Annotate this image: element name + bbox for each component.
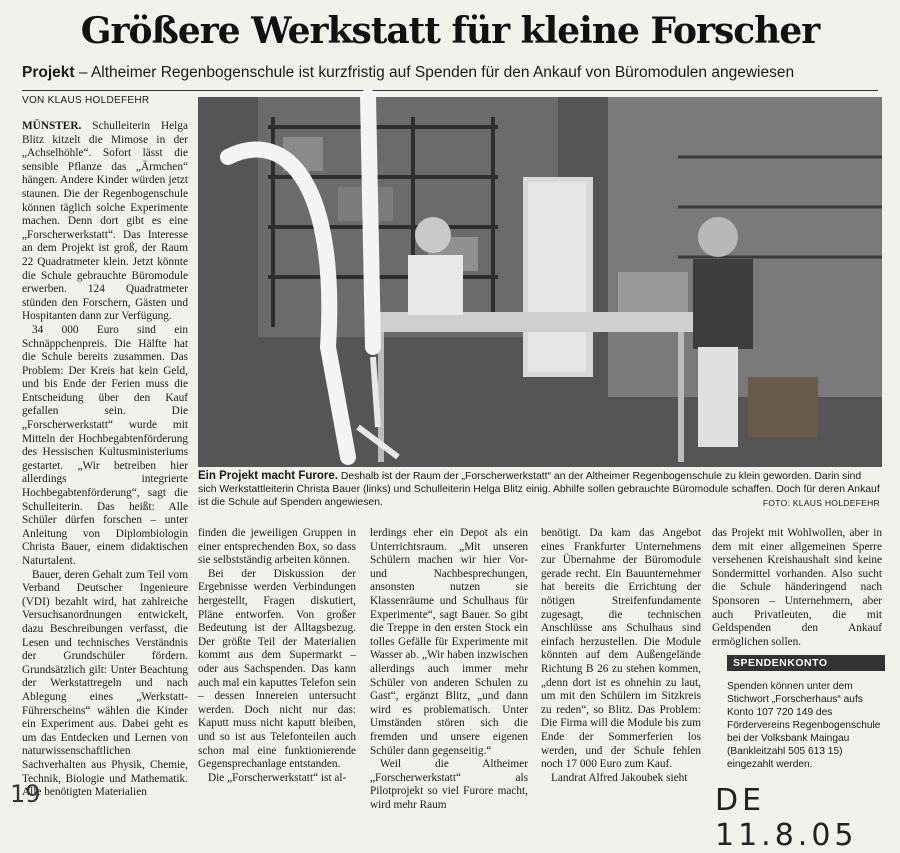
column-4-paragraph-2: Landrat Alfred Jakoubek sieht	[551, 771, 688, 784]
article-column-1	[22, 120, 188, 799]
subhead-kicker: Projekt	[22, 64, 75, 81]
column-2-paragraph-2: Bei der Diskussion der Ergebnisse werden Verbindungen hergestellt, Fragen diskutiert, Pläne entworfen. Von großer Bedeutung ist der Alltagsbezug. Der größte Teil der Materialien kommt aus dem Supermarkt – oder aus Sachspenden. Das kann auch mal ein kaputtes Telefon sein – dessen Innereien untersucht werden. Doch nicht nur das: Kaputt muss nicht kaputt bleiben, und so ist aus Telefonteilen auch schon mal eine funktionierende Gegensprechanlage entstanden.	[198, 567, 356, 771]
article-column-4	[541, 527, 701, 782]
column-1-text-1: Schulleiterin Helga Blitz kitzelt die Mimose in der „Achselhöhle“. Sofort lässt die sensible Pflanze das „Ärmchen“ hängen. Andere Kinder würden jetzt staunen. Die der Regenbogenschule können täglich solche Experimente machen. Denn dort gibt es eine „Forscherwerkstatt“. Das Interesse an dem Projekt ist groß, der Raum 22 Quadratmeter klein. Jetzt könnte die Schule gebrauchte Büromodule erwerben. 124 Quadratmeter stünden den Forschern, Gästen und Hospitanten dann zur Verfügung.	[22, 120, 188, 323]
caption-title: Ein Projekt macht Furore.	[198, 470, 338, 482]
dateline-place: MÜNSTER.	[22, 120, 82, 132]
headline: Größere Werkstatt für kleine Forscher	[80, 10, 820, 52]
column-1-paragraph-3: Bauer, deren Gehalt zum Teil vom Verband Deutscher Ingenieure (VDI) bezahlt wird, hat zahlreiche Versuchsanordnungen entwickelt, dazu Beschreibungen verfasst, die Lesen und technisches Verständnis der Grundschüler fördern. Grundsätzlich gilt: Unter Beachtung der Werkstattregeln und nach Ablegung eines „Werkstatt-Führerscheins“ wählen die Kinder ein Experiment aus. Dabei geht es um das Entdecken und Lernen von naturwissenschaftlichen Sachverhalten aus Physik, Chemie, Technik, Biologie und Mathematik. Alle benötigten Materialien	[22, 568, 188, 799]
subhead-text: Altheimer Regenbogenschule ist kurzfristig auf Spenden für den Ankauf von Büromodulen angewiesen	[90, 64, 795, 81]
header-rule	[22, 90, 878, 91]
subhead-dash: –	[74, 64, 91, 81]
column-2-paragraph-1: finden die jeweiligen Gruppen in einer entsprechenden Box, so dass sie selbstständig arbeiten können.	[198, 527, 356, 567]
photo-credit: FOTO: KLAUS HOLDEFEHR	[762, 498, 880, 508]
subheadline	[22, 64, 882, 82]
column-3-paragraph-1: lerdings eher ein Depot als ein Unterrichtsraum. „Mit unseren Schülern machen wir hier Vor- und Nachbesprechungen, ansonsten nutzen sie Klassenräume und Schulhaus für Experimente“, sagt Bauer. So gibt die Treppe in den ersten Stock ein tolles Gefälle für Experimente mit Wasser ab. „Wir haben inzwischen allerdings auch immer mehr Schüler von anderen Schulen zu Gast“, ergänzt Blitz, „und dann wird es problematisch. Unter Umständen stören sich die fremden und unsere eigenen Schüler dann gegenseitig.“	[370, 527, 528, 757]
caption-text: Deshalb ist der Raum der „Forscherwerkstatt“ an der Altheimer Regenbogenschule zu klein geworden. Darin sind sich Werkstattleiterin Christa Bauer (links) und Schulleiterin Helga Blitz einig. Abhilfe sollen gebrauchte Büromodule schaffen. Doch für deren Ankauf ist die Schule auf Spenden angewiesen.	[198, 471, 880, 508]
byline: VON KLAUS HOLDEFEHR	[22, 95, 150, 106]
column-1-paragraph-1	[22, 120, 188, 324]
column-2-paragraph-3: Die „Forscherwerkstatt“ ist al-	[208, 771, 347, 784]
photo-illustration	[198, 97, 882, 467]
article-column-2	[198, 527, 356, 782]
margin-handwritten-mark: 19	[10, 780, 41, 808]
handwritten-date: DE 11.8.05	[715, 783, 858, 853]
article-column-3	[370, 527, 528, 811]
column-4-paragraph-1: benötigt. Da kam das Angebot eines Frankfurter Unternehmens zur Übernahme der Büromodule gerade recht. Ein Bauunternehmer hat bereits die Errichtung der nötigen Streifenfundamente zugesagt, die technischen Anschlüsse ans Schulhaus sind einfach herzustellen. Die Module könnten auf dem Außengelände Richtung B 26 zu stehen kommen, „denn dort ist es ohnehin zu laut, um mit den Schülern im Sitzkreis zu reden“, so Blitz. Das Problem: Die Firma will die Module bis zum Ende der Sommerferien los werden, und der Schule fehlen noch 17 000 Euro zum Kauf.	[541, 527, 701, 771]
column-3-paragraph-2: Weil die Altheimer „Forscherwerkstatt“ als Pilotprojekt so viel Furore macht, wird mehr Raum	[370, 758, 528, 811]
column-5-paragraph-1: das Projekt mit Wohlwollen, aber in dem mit einer allgemeinen Sperre versehenen Kreishaushalt sind keine Sondermittel vorhanden. Also sucht die Schule händeringend nach Sponsoren – Unternehmern, aber auch Privatleuten, die mit Geldspenden den Ankauf ermöglichen sollen.	[712, 527, 882, 648]
article-column-5	[712, 527, 882, 649]
donation-box-title: SPENDENKONTO	[727, 655, 885, 671]
article-photo	[198, 97, 882, 467]
column-1-paragraph-2: 34 000 Euro sind ein Schnäppchenpreis. Die Hälfte hat die Schule bereits zusammen. Das Problem: Der Kreis hat kein Geld, und bis Ende der Ferien muss die Entscheidung über den Kauf gefallen sein. Die „Forscherwerkstatt“ wurde mit Mitteln der Hochbegabtenförderung des Hessischen Kultusministeriums gestartet. „Wir betreiben hier allerdings integrierte Hochbegabtenförderung“, sagt die Schulleiterin. Das heißt: Alle Schüler dürfen forschen – unter Anleitung von Diplombiologin Christa Bauer, einem didaktischen Naturtalent.	[22, 323, 188, 567]
donation-box-text: Spenden können unter dem Stichwort „Forscherhaus“ aufs Konto 107 720 149 des Fördervereins Regenbogenschule bei der Volksbank Maingau (Bankleitzahl 505 613 15) eingezahlt werden.	[727, 681, 881, 770]
